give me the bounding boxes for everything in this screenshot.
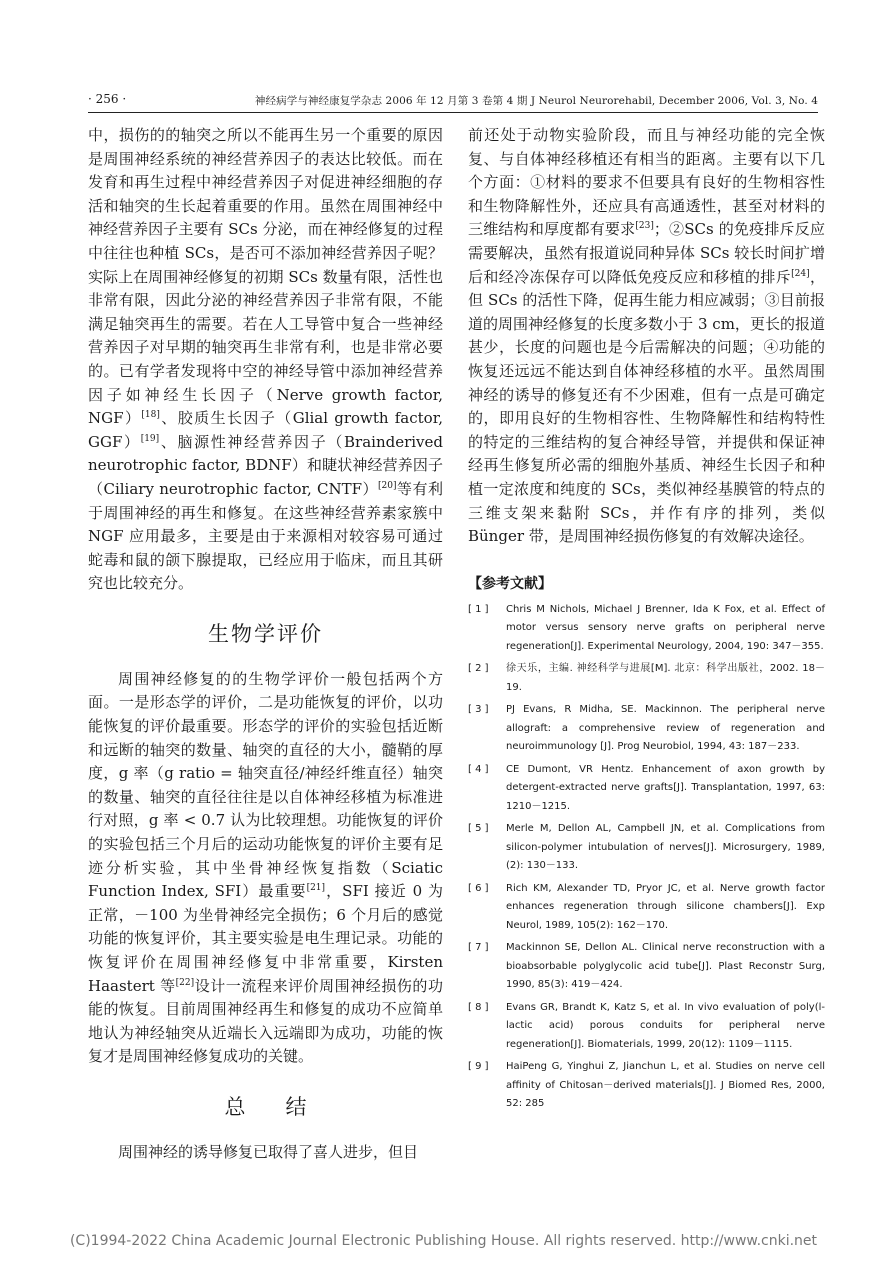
running-header <box>88 90 818 113</box>
reference-item: [ 5 ] Merle M, Dellon AL, Campbell JN, et al. Complications from silicon-polymer intubulation of nerves[J]. Microsurgery, 1989, (2): 130－133. <box>468 823 825 872</box>
left-body-3 <box>88 1141 443 1165</box>
paragraph-neurotrophic: 中，损伤的的轴突之所以不能再生另一个重要的原因是周围神经系统的神经营养因子的表达比较低。而在发育和再生过程中神经营养因子对促进神经细胞的存活和轴突的生长起着重要的作用。虽然在周围神经中神经营养因子主要有 SCs 分泌，而在神经修复的过程中往往也种植 SCs，是否可不添加神经营养因子呢？实际上在周围神经修复的初期 SCs 数量有限，活性也非常有限，因此分泌的神经营养因子非常有限，不能满足轴突再生的需要。若在人工导管中复合一些神经营养因子对早期的轴突再生非常有利，也是非常必要的。已有学者发现将中空的神经导管中添加神经营养因子如神经生长因子（Nerve growth factor, NGF）[18]、胶质生长因子（Glial growth factor, GGF）[19]、脑源性神经营养因子（Brainderived neurotrophic factor, BDNF）和睫状神经营养因子（Ciliary neurotrophic factor, CNTF）[20]等有利于周围神经的再生和修复。在这些神经营养素家簇中 NGF 应用最多，主要是由于来源相对较容易可通过蛇毒和鼠的颌下腺提取，已经应用于临床，而且其研究也比较充分。 <box>88 126 444 593</box>
reference-item: [ 1 ] Chris M Nichols, Michael J Brenner, Ida K Fox, et al. Effect of motor versus sensory nerve grafts on peripheral nerve regeneration[J]. Experimental Neurology, 2004, 190: 347－355. <box>468 603 825 652</box>
left-body <box>88 124 443 596</box>
reference-item: [ 7 ] Mackinnon SE, Dellon AL. Clinical nerve reconstruction with a bioabsorbable polyglycolic acid tube[J]. Plast Reconstr Surg, 1990, 85(3): 419－424. <box>468 942 825 991</box>
reference-item: [ 2 ] 徐天乐，主编. 神经科学与进展[M]. 北京：科学出版社，2002. 18－19. <box>468 663 825 693</box>
paragraph-summary-start: 周围神经的诱导修复已取得了喜人进步，但目 <box>118 1142 419 1161</box>
section-title-summary: 总结 <box>224 1094 347 1119</box>
citation: [19] <box>140 433 160 444</box>
citation: [21] <box>306 883 326 894</box>
page-number: · 256 · <box>88 92 127 106</box>
left-column <box>88 124 443 1165</box>
reference-item: [ 9 ] HaiPeng G, Yinghui Z, Jianchun L, et al. Studies on nerve cell affinity of Chitosan－derived materials[J]. J Biomed Res, 2000, 52: 285 <box>468 1061 825 1110</box>
right-column <box>468 124 825 1118</box>
citation: [18] <box>141 410 160 421</box>
citation: [20] <box>378 480 397 491</box>
paragraph-evaluation: 周围神经修复的的生物学评价一般包括两个方面。一是形态学的评价，二是功能恢复的评价，以功能恢复的评价最重要。形态学的评价的实验包括近断和远断的轴突的数量、轴突的直径的大小，髓鞘的厚度，g 率（g ratio = 轴突直径/神经纤维直径）轴突的数量、轴突的直径往往是以自体神经移植为标准进行对照，g 率 < 0.7 认为比较理想。功能恢复的评价的实验包括三个月后的运动功能恢复的评价主要有足迹分析实验，其中坐骨神经恢复指数（Sciatic Function Index, SFI）最重要[21]，SFI 接近 0 为正常，－100 为坐骨神经完全损伤；6 个月后的感觉功能的恢复评价，其主要实验是电生理记录。功能的恢复评价在周围神经修复中非常重要，Kirsten Haastert 等[22]设计一流程来评价周围神经损伤的功能的恢复。目前周围神经再生和修复的成功不应简单地认为神经轴突从近端长入远端即为成功，功能的恢复才是周围神经修复成功的关键。 <box>88 669 443 1066</box>
reference-list <box>468 601 825 1114</box>
copyright-footer: (C)1994-2022 China Academic Journal Electronic Publishing House. All rights reserved. http://www.cnki.net <box>69 1233 818 1249</box>
references-title: 【参考文献】 <box>468 575 552 592</box>
journal-title-line: 神经病学与神经康复学杂志 2006 年 12 月第 3 卷第 4 期 J Neurol Neurorehabil, December 2006, Vol. 3, No. 4 <box>254 95 818 107</box>
citation: [24] <box>791 268 810 279</box>
reference-item: [ 3 ] PJ Evans, R Midha, SE. Mackinnon. The peripheral nerve allograft: a comprehensive review of regeneration and neuroimmunology [J]. Prog Neurobiol, 1994, 43: 187－233. <box>468 704 825 753</box>
citation: [23] <box>635 221 654 232</box>
section-title-biological-evaluation: 生物学评价 <box>208 621 323 646</box>
reference-item: [ 4 ] CE Dumont, VR Hentz. Enhancement of axon growth by detergent-extracted nerve grafts[J]. Transplantation, 1997, 63: 1210－1215. <box>468 763 825 812</box>
reference-item: [ 6 ] Rich KM, Alexander TD, Pryor JC, et al. Nerve growth factor enhances regeneration through silicone chambers[J]. Exp Neurol, 1989, 105(2): 162－170. <box>468 882 825 931</box>
left-body-2 <box>88 668 443 1069</box>
citation: [22] <box>175 977 195 988</box>
paragraph-summary-continued: 前还处于动物实验阶段，而且与神经功能的完全恢复、与自体神经移植还有相当的距离。主要有以下几个方面：①材料的要求不但要具有良好的生物相容性和生物降解性外，还应具有高通透性，甚至对材料的三维结构和厚度都有要求[23]；②SCs 的免疫排斥反应需要解决，虽然有报道说同种异体 SCs 较长时间扩增后和经冷冻保存可以降低免疫反应和移植的排斥[24]，但 SCs 的活性下降，促再生能力相应减弱；③目前报道的周围神经修复的长度多数小于 3 cm，更长的报道甚少，长度的问题也是今后需解决的问题；④功能的恢复还远远不能达到自体神经移植的水平。虽然周围神经的诱导的修复还有不少困难，但有一点是可确定的，即用良好的生物相容性、生物降解性和结构特性的特定的三维结构的复合神经导管，并提供和保证神经再生修复所必需的细胞外基质、神经生长因子和种植一定浓度和纯度的 SCs，类似神经基膜管的特点的三维支架来黏附 SCs，并作有序的排列，类似 Bünger 带，是周围神经损伤修复的有效解决途径。 <box>468 126 825 546</box>
right-body <box>468 124 825 549</box>
reference-item: [ 8 ] Evans GR, Brandt K, Katz S, et al. In vivo evaluation of poly(l-lactic acid) porous conduits for peripheral nerve regeneration[J]. Biomaterials, 1999, 20(12): 1109－1115. <box>468 1001 825 1050</box>
